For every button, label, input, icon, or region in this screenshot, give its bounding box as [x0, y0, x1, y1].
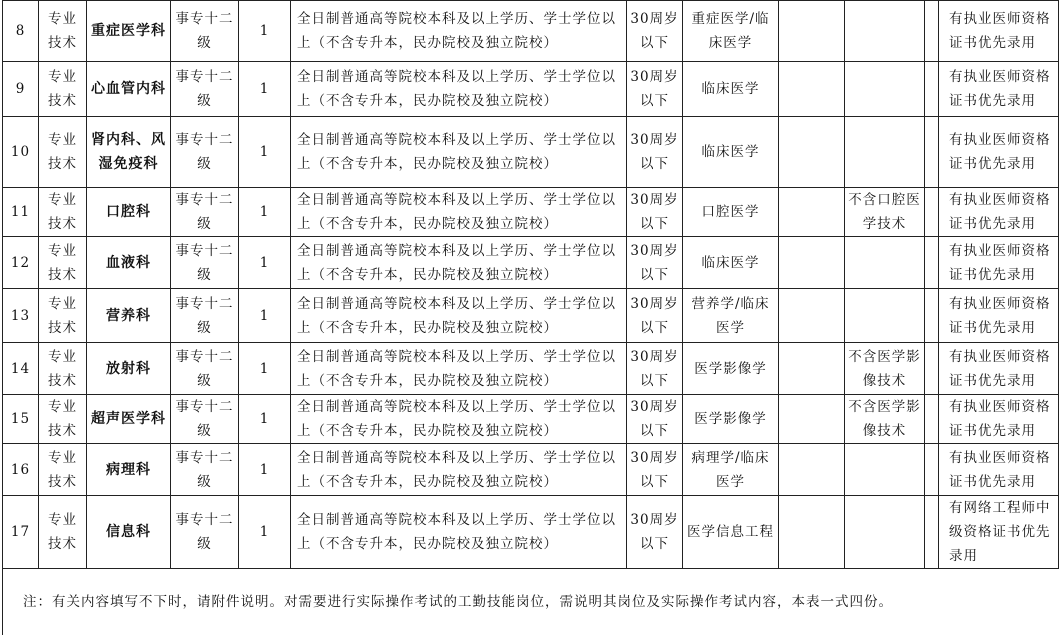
hire-count: 1: [239, 395, 291, 444]
other-requirement: [845, 1, 925, 62]
post-type: 专业技术: [39, 237, 87, 289]
education-requirement: 全日制普通高等院校本科及以上学历、学士学位以上（不含专升本，民办院校及独立院校）: [291, 1, 627, 62]
department-name: 信息科: [87, 496, 171, 569]
row-number: 15: [3, 395, 39, 444]
hire-count: 1: [239, 289, 291, 343]
remark: 有执业医师资格证书优先录用: [939, 62, 1059, 117]
remark: 有网络工程师中级资格证书优先录用: [939, 496, 1059, 569]
table-row: [3, 395, 1059, 444]
row-number: 8: [3, 1, 39, 62]
age-requirement: 30周岁以下: [627, 289, 683, 343]
table-row: [3, 1, 1059, 62]
hire-count: 1: [239, 237, 291, 289]
blank-cell: [779, 395, 845, 444]
post-grade: 事专十二级: [171, 289, 239, 343]
department-name: 血液科: [87, 237, 171, 289]
age-requirement: 30周岁以下: [627, 395, 683, 444]
other-requirement: [845, 444, 925, 496]
post-grade: 事专十二级: [171, 343, 239, 395]
blank-cell: [779, 117, 845, 188]
age-requirement: 30周岁以下: [627, 117, 683, 188]
remark: 有执业医师资格证书优先录用: [939, 117, 1059, 188]
post-grade: 事专十二级: [171, 62, 239, 117]
department-name: 重症医学科: [87, 1, 171, 62]
post-type: 专业技术: [39, 188, 87, 237]
table-row: [3, 188, 1059, 237]
blank-cell: [779, 343, 845, 395]
department-name: 口腔科: [87, 188, 171, 237]
education-requirement: 全日制普通高等院校本科及以上学历、学士学位以上（不含专升本，民办院校及独立院校）: [291, 444, 627, 496]
table-row: [3, 343, 1059, 395]
major-requirement: 临床医学: [683, 117, 779, 188]
post-type: 专业技术: [39, 343, 87, 395]
blank-cell: [925, 188, 939, 237]
remark: 有执业医师资格证书优先录用: [939, 237, 1059, 289]
age-requirement: 30周岁以下: [627, 343, 683, 395]
blank-cell: [925, 496, 939, 569]
other-requirement: [845, 289, 925, 343]
blank-cell: [925, 237, 939, 289]
remark: 有执业医师资格证书优先录用: [939, 1, 1059, 62]
education-requirement: 全日制普通高等院校本科及以上学历、学士学位以上（不含专升本，民办院校及独立院校）: [291, 395, 627, 444]
age-requirement: 30周岁以下: [627, 444, 683, 496]
row-number: 11: [3, 188, 39, 237]
major-requirement: 医学信息工程: [683, 496, 779, 569]
department-name: 超声医学科: [87, 395, 171, 444]
blank-cell: [925, 395, 939, 444]
education-requirement: 全日制普通高等院校本科及以上学历、学士学位以上（不含专升本，民办院校及独立院校）: [291, 343, 627, 395]
footnote: 注：有关内容填写不下时，请附件说明。对需要进行实际操作考试的工勤技能岗位，需说明其岗位及实际操作考试内容，本表一式四份。: [3, 569, 1059, 636]
post-type: 专业技术: [39, 1, 87, 62]
age-requirement: 30周岁以下: [627, 62, 683, 117]
hire-count: 1: [239, 188, 291, 237]
table-row: [3, 237, 1059, 289]
blank-cell: [779, 62, 845, 117]
remark: 有执业医师资格证书优先录用: [939, 444, 1059, 496]
blank-cell: [779, 188, 845, 237]
major-requirement: 重症医学/临床医学: [683, 1, 779, 62]
other-requirement: 不含医学影像技术: [845, 395, 925, 444]
row-number: 10: [3, 117, 39, 188]
department-name: 肾内科、风湿免疫科: [87, 117, 171, 188]
age-requirement: 30周岁以下: [627, 496, 683, 569]
blank-cell: [925, 62, 939, 117]
education-requirement: 全日制普通高等院校本科及以上学历、学士学位以上（不含专升本，民办院校及独立院校）: [291, 289, 627, 343]
hire-count: 1: [239, 1, 291, 62]
other-requirement: 不含医学影像技术: [845, 343, 925, 395]
major-requirement: 医学影像学: [683, 395, 779, 444]
remark: 有执业医师资格证书优先录用: [939, 343, 1059, 395]
remark: 有执业医师资格证书优先录用: [939, 188, 1059, 237]
post-type: 专业技术: [39, 395, 87, 444]
table-row: [3, 496, 1059, 569]
row-number: 9: [3, 62, 39, 117]
major-requirement: 医学影像学: [683, 343, 779, 395]
post-grade: 事专十二级: [171, 188, 239, 237]
table-row: [3, 444, 1059, 496]
other-requirement: 不含口腔医学技术: [845, 188, 925, 237]
blank-cell: [779, 444, 845, 496]
hire-count: 1: [239, 496, 291, 569]
recruitment-table: [2, 0, 1059, 636]
major-requirement: 营养学/临床医学: [683, 289, 779, 343]
blank-cell: [925, 1, 939, 62]
post-type: 专业技术: [39, 496, 87, 569]
post-grade: 事专十二级: [171, 444, 239, 496]
post-grade: 事专十二级: [171, 496, 239, 569]
major-requirement: 病理学/临床医学: [683, 444, 779, 496]
other-requirement: [845, 496, 925, 569]
blank-cell: [779, 289, 845, 343]
education-requirement: 全日制普通高等院校本科及以上学历、学士学位以上（不含专升本，民办院校及独立院校）: [291, 237, 627, 289]
department-name: 心血管内科: [87, 62, 171, 117]
age-requirement: 30周岁以下: [627, 237, 683, 289]
blank-cell: [925, 289, 939, 343]
row-number: 14: [3, 343, 39, 395]
post-grade: 事专十二级: [171, 1, 239, 62]
blank-cell: [779, 496, 845, 569]
education-requirement: 全日制普通高等院校本科及以上学历、学士学位以上（不含专升本，民办院校及独立院校）: [291, 62, 627, 117]
blank-cell: [925, 343, 939, 395]
hire-count: 1: [239, 343, 291, 395]
table-row: [3, 62, 1059, 117]
other-requirement: [845, 237, 925, 289]
other-requirement: [845, 62, 925, 117]
hire-count: 1: [239, 444, 291, 496]
row-number: 13: [3, 289, 39, 343]
post-grade: 事专十二级: [171, 237, 239, 289]
table-row: [3, 289, 1059, 343]
post-grade: 事专十二级: [171, 395, 239, 444]
hire-count: 1: [239, 117, 291, 188]
education-requirement: 全日制普通高等院校本科及以上学历、学士学位以上（不含专升本，民办院校及独立院校）: [291, 117, 627, 188]
blank-cell: [925, 444, 939, 496]
major-requirement: 口腔医学: [683, 188, 779, 237]
major-requirement: 临床医学: [683, 237, 779, 289]
post-type: 专业技术: [39, 117, 87, 188]
remark: 有执业医师资格证书优先录用: [939, 395, 1059, 444]
other-requirement: [845, 117, 925, 188]
major-requirement: 临床医学: [683, 62, 779, 117]
post-grade: 事专十二级: [171, 117, 239, 188]
education-requirement: 全日制普通高等院校本科及以上学历、学士学位以上（不含专升本，民办院校及独立院校）: [291, 188, 627, 237]
department-name: 营养科: [87, 289, 171, 343]
post-type: 专业技术: [39, 62, 87, 117]
blank-cell: [925, 117, 939, 188]
age-requirement: 30周岁以下: [627, 188, 683, 237]
department-name: 病理科: [87, 444, 171, 496]
education-requirement: 全日制普通高等院校本科及以上学历、学士学位以上（不含专升本，民办院校及独立院校）: [291, 496, 627, 569]
blank-cell: [779, 1, 845, 62]
post-type: 专业技术: [39, 444, 87, 496]
blank-cell: [779, 237, 845, 289]
row-number: 16: [3, 444, 39, 496]
remark: 有执业医师资格证书优先录用: [939, 289, 1059, 343]
table-row: [3, 117, 1059, 188]
hire-count: 1: [239, 62, 291, 117]
age-requirement: 30周岁以下: [627, 1, 683, 62]
row-number: 17: [3, 496, 39, 569]
post-type: 专业技术: [39, 289, 87, 343]
department-name: 放射科: [87, 343, 171, 395]
row-number: 12: [3, 237, 39, 289]
